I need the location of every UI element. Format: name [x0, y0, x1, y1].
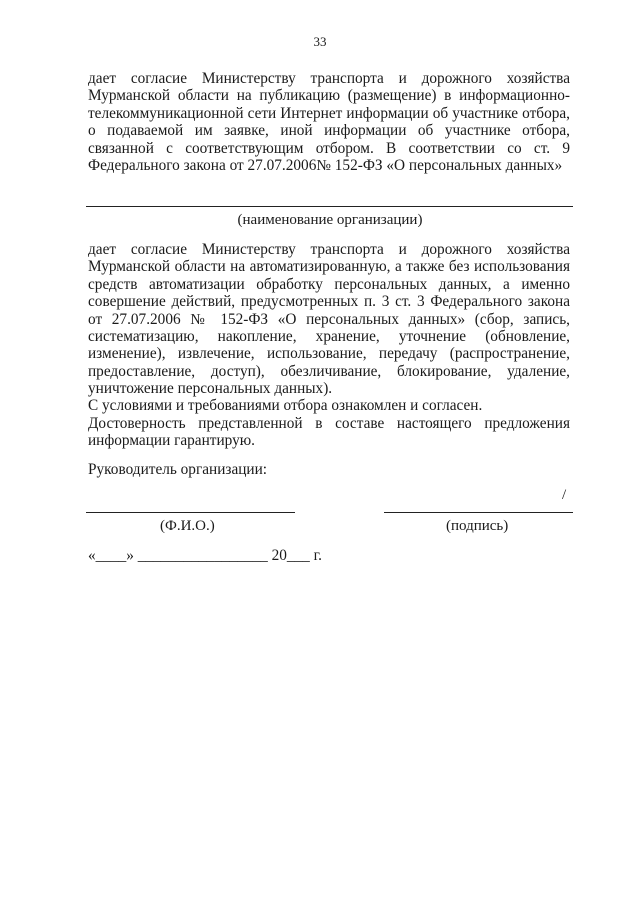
- signature-caption: (подпись): [446, 518, 509, 534]
- consent-personal-data-paragraph: дает согласие Министерству транспорта и дорожного хозяйства Мурманской области на автоматизированную, а также без использования средств автоматизации обработку персональных данных, а именно совершение действий, предусмотренных п. 3 ст. 3 Федерального закона от 27.07.2006 № 152-ФЗ «О персональных данных» (сбор, запись, систематизацию, накопление, хранение, уточнение (обновление, изменение), извлечение, использование, передачу (распространение, предоставление, доступ), обезличивание, блокирование, удаление, уничтожение персональных данных).: [88, 241, 570, 398]
- fio-line: [86, 512, 295, 513]
- consent-publication-paragraph: дает согласие Министерству транспорта и дорожного хозяйства Мурманской области на публикацию (размещение) в информационно-телекоммуникационной сети Интернет информации об участнике отбора, о подаваемой им заявке, иной информации об участнике отбора, связанной с соответствующим отбором. В соответствии со ст. 9 Федерального закона от 27.07.2006№ 152-ФЗ «О персональных данных»: [88, 70, 570, 175]
- head-of-organization-label: Руководитель организации:: [88, 461, 268, 478]
- signature-line: [384, 512, 573, 513]
- date-line: «____» _________________ 20___ г.: [88, 547, 323, 564]
- signature-slash: /: [562, 487, 567, 503]
- organization-name-caption: (наименование организации): [237, 212, 423, 228]
- fio-caption: (Ф.И.О.): [160, 518, 215, 534]
- organization-name-line: [86, 206, 573, 207]
- reliability-guarantee: Достоверность представленной в составе настоящего предложения информации гарантирую.: [88, 415, 570, 450]
- page-number: 33: [313, 34, 327, 49]
- conditions-acknowledgement: С условиями и требованиями отбора ознакомлен и согласен.: [88, 397, 483, 414]
